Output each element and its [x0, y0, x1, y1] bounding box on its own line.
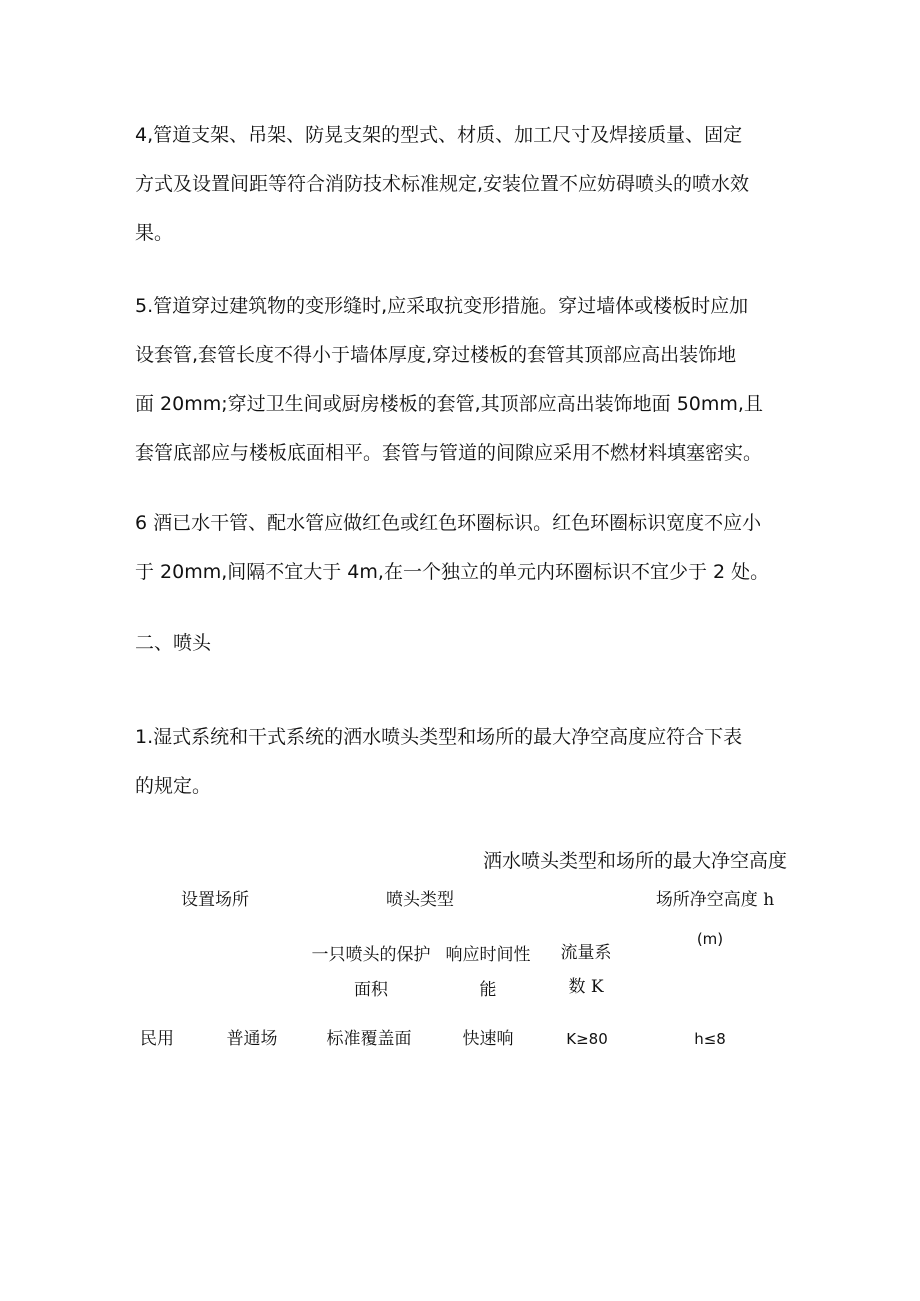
table-caption: 洒水喷头类型和场所的最大净空高度	[482, 850, 787, 872]
text-line: 果。	[135, 222, 174, 244]
header-response-2: 能	[479, 980, 497, 1000]
header-height: 场所净空高度 h	[655, 890, 775, 910]
header-type: 喷头类型	[386, 890, 454, 910]
cell-k-value: K≥80	[566, 1030, 608, 1048]
paragraph-1	[135, 713, 795, 811]
header-flow-coefficient-2: 数 K	[568, 977, 604, 997]
text-line: 4,管道支架、吊架、防晃支架的型式、材质、加工尺寸及焊接质量、固定	[135, 124, 743, 146]
text-line: 于 20mm,间隔不宜大于 4m,在一个独立的单元内环圈标识不宜少于 2 处。	[135, 561, 770, 583]
text-line: 5.管道穿过建筑物的变形缝时,应采取抗变形措施。穿过墙体或楼板时应加	[135, 295, 749, 317]
paragraph-5	[135, 282, 795, 478]
header-protect-area: 一只喷头的保护	[311, 945, 431, 965]
text-line: 6 酒已水干管、配水管应做红色或红色环圈标识。红色环圈标识宽度不应小	[135, 512, 762, 534]
cell-response: 快速响	[462, 1029, 514, 1049]
cell-coverage: 标准覆盖面	[326, 1029, 412, 1049]
cell-height-value: h≤8	[694, 1030, 726, 1048]
paragraph-4	[135, 111, 795, 258]
header-protect-area-2: 面积	[354, 980, 388, 1000]
header-height-unit: (m)	[696, 930, 724, 948]
header-response: 响应时间性	[445, 945, 531, 965]
text-line: 的规定。	[135, 775, 212, 797]
text-line: 面 20mm;穿过卫生间或厨房楼板的套管,其顶部应高出装饰地面 50mm,且	[135, 393, 763, 415]
text-line: 设套管,套管长度不得小于墙体厚度,穿过楼板的套管其顶部应高出装饰地	[135, 344, 737, 366]
paragraph-6	[135, 499, 795, 597]
text-line: 方式及设置间距等符合消防技术标准规定,安装位置不应妨碍喷头的喷水效	[135, 173, 750, 195]
header-place: 设置场所	[181, 890, 249, 910]
text-line: 1.湿式系统和干式系统的洒水喷头类型和场所的最大净空高度应符合下表	[135, 726, 743, 748]
cell-subcategory: 普通场	[226, 1029, 278, 1049]
header-flow-coefficient: 流量系	[560, 943, 612, 963]
cell-category: 民用	[140, 1029, 174, 1049]
text-line: 套管底部应与楼板底面相平。套管与管道的间隙应采用不燃材料填塞密实。	[135, 442, 763, 464]
section-heading: 二、喷头	[135, 632, 212, 654]
